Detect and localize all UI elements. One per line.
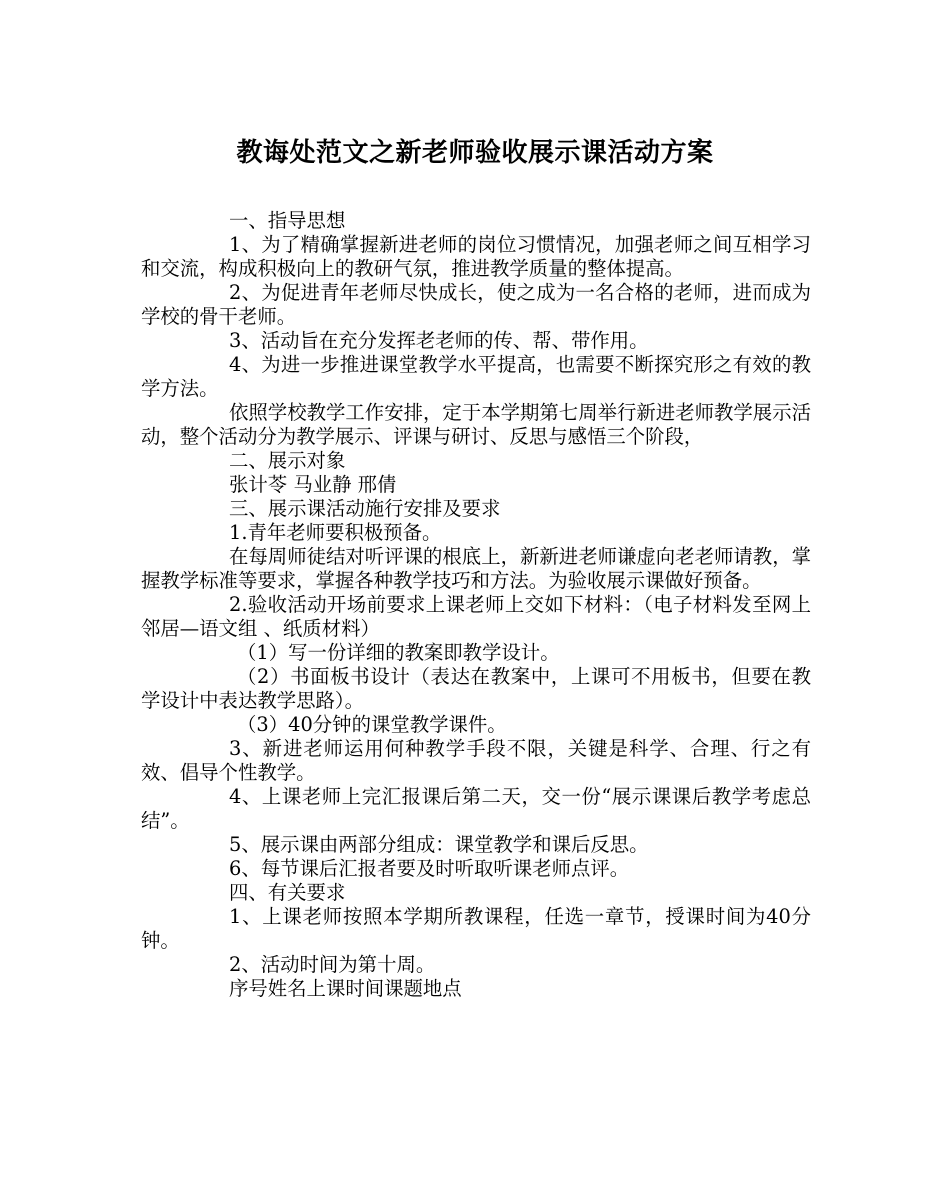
paragraph: 2.验收活动开场前要求上课老师上交如下材料：（电子材料发至网上邻居—语文组 、纸质材料） — [141, 593, 811, 640]
paragraph: 4、上课老师上完汇报课后第二天，交一份“展示课课后教学考虑总结”。 — [141, 785, 811, 832]
paragraph: 3、活动旨在充分发挥老老师的传、帮、带作用。 — [229, 329, 649, 352]
paragraph: 张计苓 马业静 邢倩 — [229, 473, 397, 496]
paragraph: 6、每节课后汇报者要及时听取听课老师点评。 — [229, 857, 630, 880]
paragraph: 2、活动时间为第十周。 — [229, 953, 436, 976]
paragraph: 2、为促进青年老师尽快成长，使之成为一名合格的老师，进而成为学校的骨干老师。 — [141, 281, 811, 328]
paragraph: 序号姓名上课时间课题地点 — [229, 977, 462, 1000]
paragraph: 二、展示对象 — [229, 449, 346, 472]
document-title: 教诲处范文之新老师验收展示课活动方案 — [236, 138, 714, 168]
paragraph: 在每周师徒结对听评课的根底上，新新进老师谦虚向老老师请教，掌握教学标准等要求，掌握各种教学技巧和方法。为验收展示课做好预备。 — [141, 545, 811, 592]
document-body — [141, 209, 811, 1001]
paragraph: 三、展示课活动施行安排及要求 — [229, 497, 501, 520]
paragraph: （3）40分钟的课堂教学课件。 — [237, 713, 507, 736]
paragraph: （2）书面板书设计（表达在教案中，上课可不用板书，但要在教学设计中表达教学思路）。 — [141, 665, 811, 712]
paragraph: （1）写一份详细的教案即教学设计。 — [237, 641, 560, 664]
paragraph: 1.青年老师要积极预备。 — [229, 521, 442, 544]
paragraph: 1、上课老师按照本学期所教课程，任选一章节，授课时间为40分钟。 — [141, 905, 811, 952]
paragraph: 四、有关要求 — [229, 881, 346, 904]
paragraph: 3、新进老师运用何种教学手段不限，关键是科学、合理、行之有效、倡导个性教学。 — [141, 737, 811, 784]
paragraph: 4、为进一步推进课堂教学水平提高，也需要不断探究形之有效的教学方法。 — [141, 353, 811, 400]
paragraph: 一、指导思想 — [229, 209, 346, 232]
paragraph: 1、为了精确掌握新进老师的岗位习惯情况，加强老师之间互相学习和交流，构成积极向上的教研气氛，推进教学质量的整体提高。 — [141, 233, 811, 280]
paragraph: 依照学校教学工作安排，定于本学期第七周举行新进老师教学展示活动，整个活动分为教学展示、评课与研讨、反思与感悟三个阶段， — [141, 401, 811, 448]
paragraph: 5、展示课由两部分组成：课堂教学和课后反思。 — [229, 833, 649, 856]
